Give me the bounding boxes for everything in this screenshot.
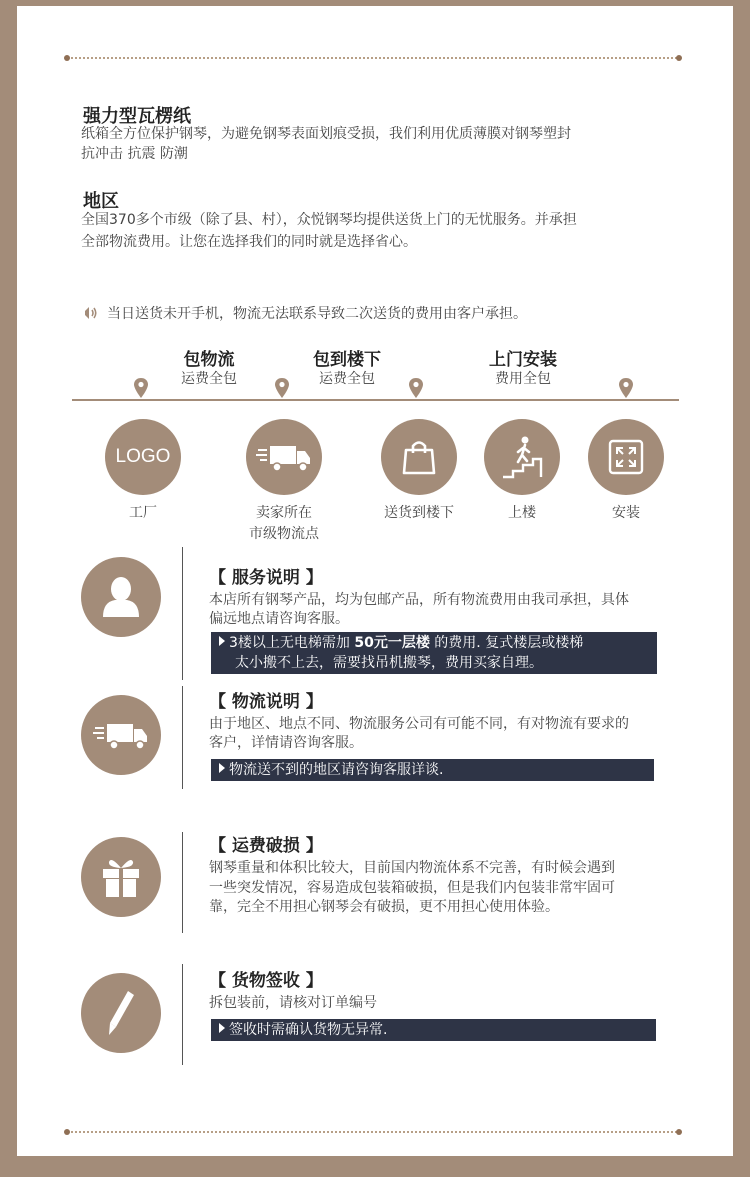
- notice-text: 当日送货未开手机，物流无法联系导致二次送货的费用由客户承担。: [107, 306, 527, 322]
- timeline-line: [72, 399, 679, 401]
- damage-desc-1: 钢琴重量和体积比较大，目前国内物流体系不完善，有时候会遇到: [209, 860, 615, 876]
- packaging-desc-1: 纸箱全方位保护钢琴，为避免钢琴表面划痕受损，我们利用优质薄膜对钢琴塑封: [81, 126, 571, 142]
- upstairs-circle: [484, 419, 560, 495]
- map-pin-icon: [408, 377, 424, 399]
- logistics-desc-2: 客户，详情请咨询客服。: [209, 735, 363, 751]
- stage-install-title: 上门安装: [489, 350, 557, 370]
- logistics-highlight-bar: [211, 759, 654, 781]
- stage-logistics: [167, 350, 251, 388]
- service-highlight-bar: [211, 632, 657, 674]
- service-desc-1: 本店所有钢琴产品，均为包邮产品，所有物流费用由我司承担，具体: [209, 592, 629, 608]
- factory-label: 工厂: [129, 505, 157, 521]
- notice: [83, 303, 527, 323]
- damage-desc-3: 靠，完全不用担心钢琴会有破损，更不用担心使用体验。: [209, 899, 559, 915]
- city-logistics-label: [230, 503, 338, 545]
- stage-logistics-sub: 运费全包: [181, 371, 237, 387]
- region-desc-2: 全部物流费用。让您在选择我们的同时就是选择省心。: [81, 234, 417, 250]
- receipt-divider: [182, 964, 183, 1065]
- service-bar-bold: 50元一层楼: [354, 635, 430, 651]
- downstairs-label: 送货到楼下: [384, 505, 454, 521]
- truck-icon: [93, 718, 149, 752]
- service-divider: [182, 547, 183, 680]
- truck-icon: [256, 440, 312, 474]
- logistics-bar-text: 物流送不到的地区请咨询客服详谈.: [229, 762, 444, 778]
- receipt-circle: [81, 973, 161, 1053]
- receipt-desc-1: 拆包装前，请核对订单编号: [209, 995, 377, 1011]
- factory-circle: [105, 419, 181, 495]
- gift-icon: [101, 856, 141, 898]
- service-bar-post: 的费用. 复式楼层或楼梯: [429, 635, 584, 651]
- pen-icon: [106, 989, 136, 1037]
- region-title: 地区: [83, 191, 119, 212]
- stage-downstairs-title: 包到楼下: [313, 350, 381, 370]
- logo-text: LOGO: [115, 446, 171, 467]
- logistics-desc-1: 由于地区、地点不同、物流服务公司有可能不同，有对物流有要求的: [209, 716, 629, 732]
- stage-downstairs: [301, 350, 393, 388]
- install-circle: [588, 419, 664, 495]
- logistics-title: 【 物流说明 】: [209, 692, 323, 712]
- speaker-icon: [83, 305, 99, 321]
- logistics-circle: [81, 695, 161, 775]
- shopping-bag-icon: [402, 439, 436, 475]
- receipt-bar-text: 签收时需确认货物无异常.: [229, 1022, 388, 1038]
- map-pin-icon: [274, 377, 290, 399]
- region-desc-1: 全国370多个市级（除了县、村），众悦钢琴均提供送货上门的无忧服务。并承担: [81, 212, 577, 228]
- city-logistics-label-1: 卖家所在: [256, 505, 312, 521]
- stage-install: [477, 350, 569, 388]
- upstairs-label: 上楼: [508, 505, 536, 521]
- damage-title: 【 运费破损 】: [209, 836, 323, 856]
- service-bar-pre: 3楼以上无电梯需加: [229, 635, 355, 651]
- expand-icon: [608, 439, 644, 475]
- stage-downstairs-sub: 运费全包: [319, 371, 375, 387]
- packaging-desc-2: 抗冲击 抗震 防潮: [81, 146, 188, 162]
- stage-logistics-title: 包物流: [183, 350, 235, 370]
- stairs-person-icon: [501, 435, 543, 479]
- bottom-dotted-divider: [67, 1131, 679, 1133]
- service-desc-2: 偏远地点请咨询客服。: [209, 611, 349, 627]
- city-logistics-label-2: 市级物流点: [249, 526, 319, 542]
- damage-divider: [182, 832, 183, 933]
- stage-install-sub: 费用全包: [495, 371, 551, 387]
- install-label: 安装: [612, 505, 640, 521]
- top-dotted-divider: [67, 57, 679, 59]
- map-pin-icon: [618, 377, 634, 399]
- damage-circle: [81, 837, 161, 917]
- service-title: 【 服务说明 】: [209, 568, 323, 588]
- service-circle: [81, 557, 161, 637]
- user-icon: [101, 575, 141, 619]
- receipt-highlight-bar: [211, 1019, 656, 1041]
- map-pin-icon: [133, 377, 149, 399]
- content-card: [17, 6, 733, 1156]
- downstairs-circle: [381, 419, 457, 495]
- packaging-title: 强力型瓦楞纸: [83, 106, 191, 127]
- service-bar-line2: 太小搬不上去，需要找吊机搬琴，费用买家自理。: [235, 655, 543, 671]
- damage-desc-2: 一些突发情况，容易造成包装箱破损，但是我们内包装非常牢固可: [209, 880, 615, 896]
- receipt-title: 【 货物签收 】: [209, 971, 323, 991]
- logistics-divider: [182, 686, 183, 789]
- city-logistics-circle: [246, 419, 322, 495]
